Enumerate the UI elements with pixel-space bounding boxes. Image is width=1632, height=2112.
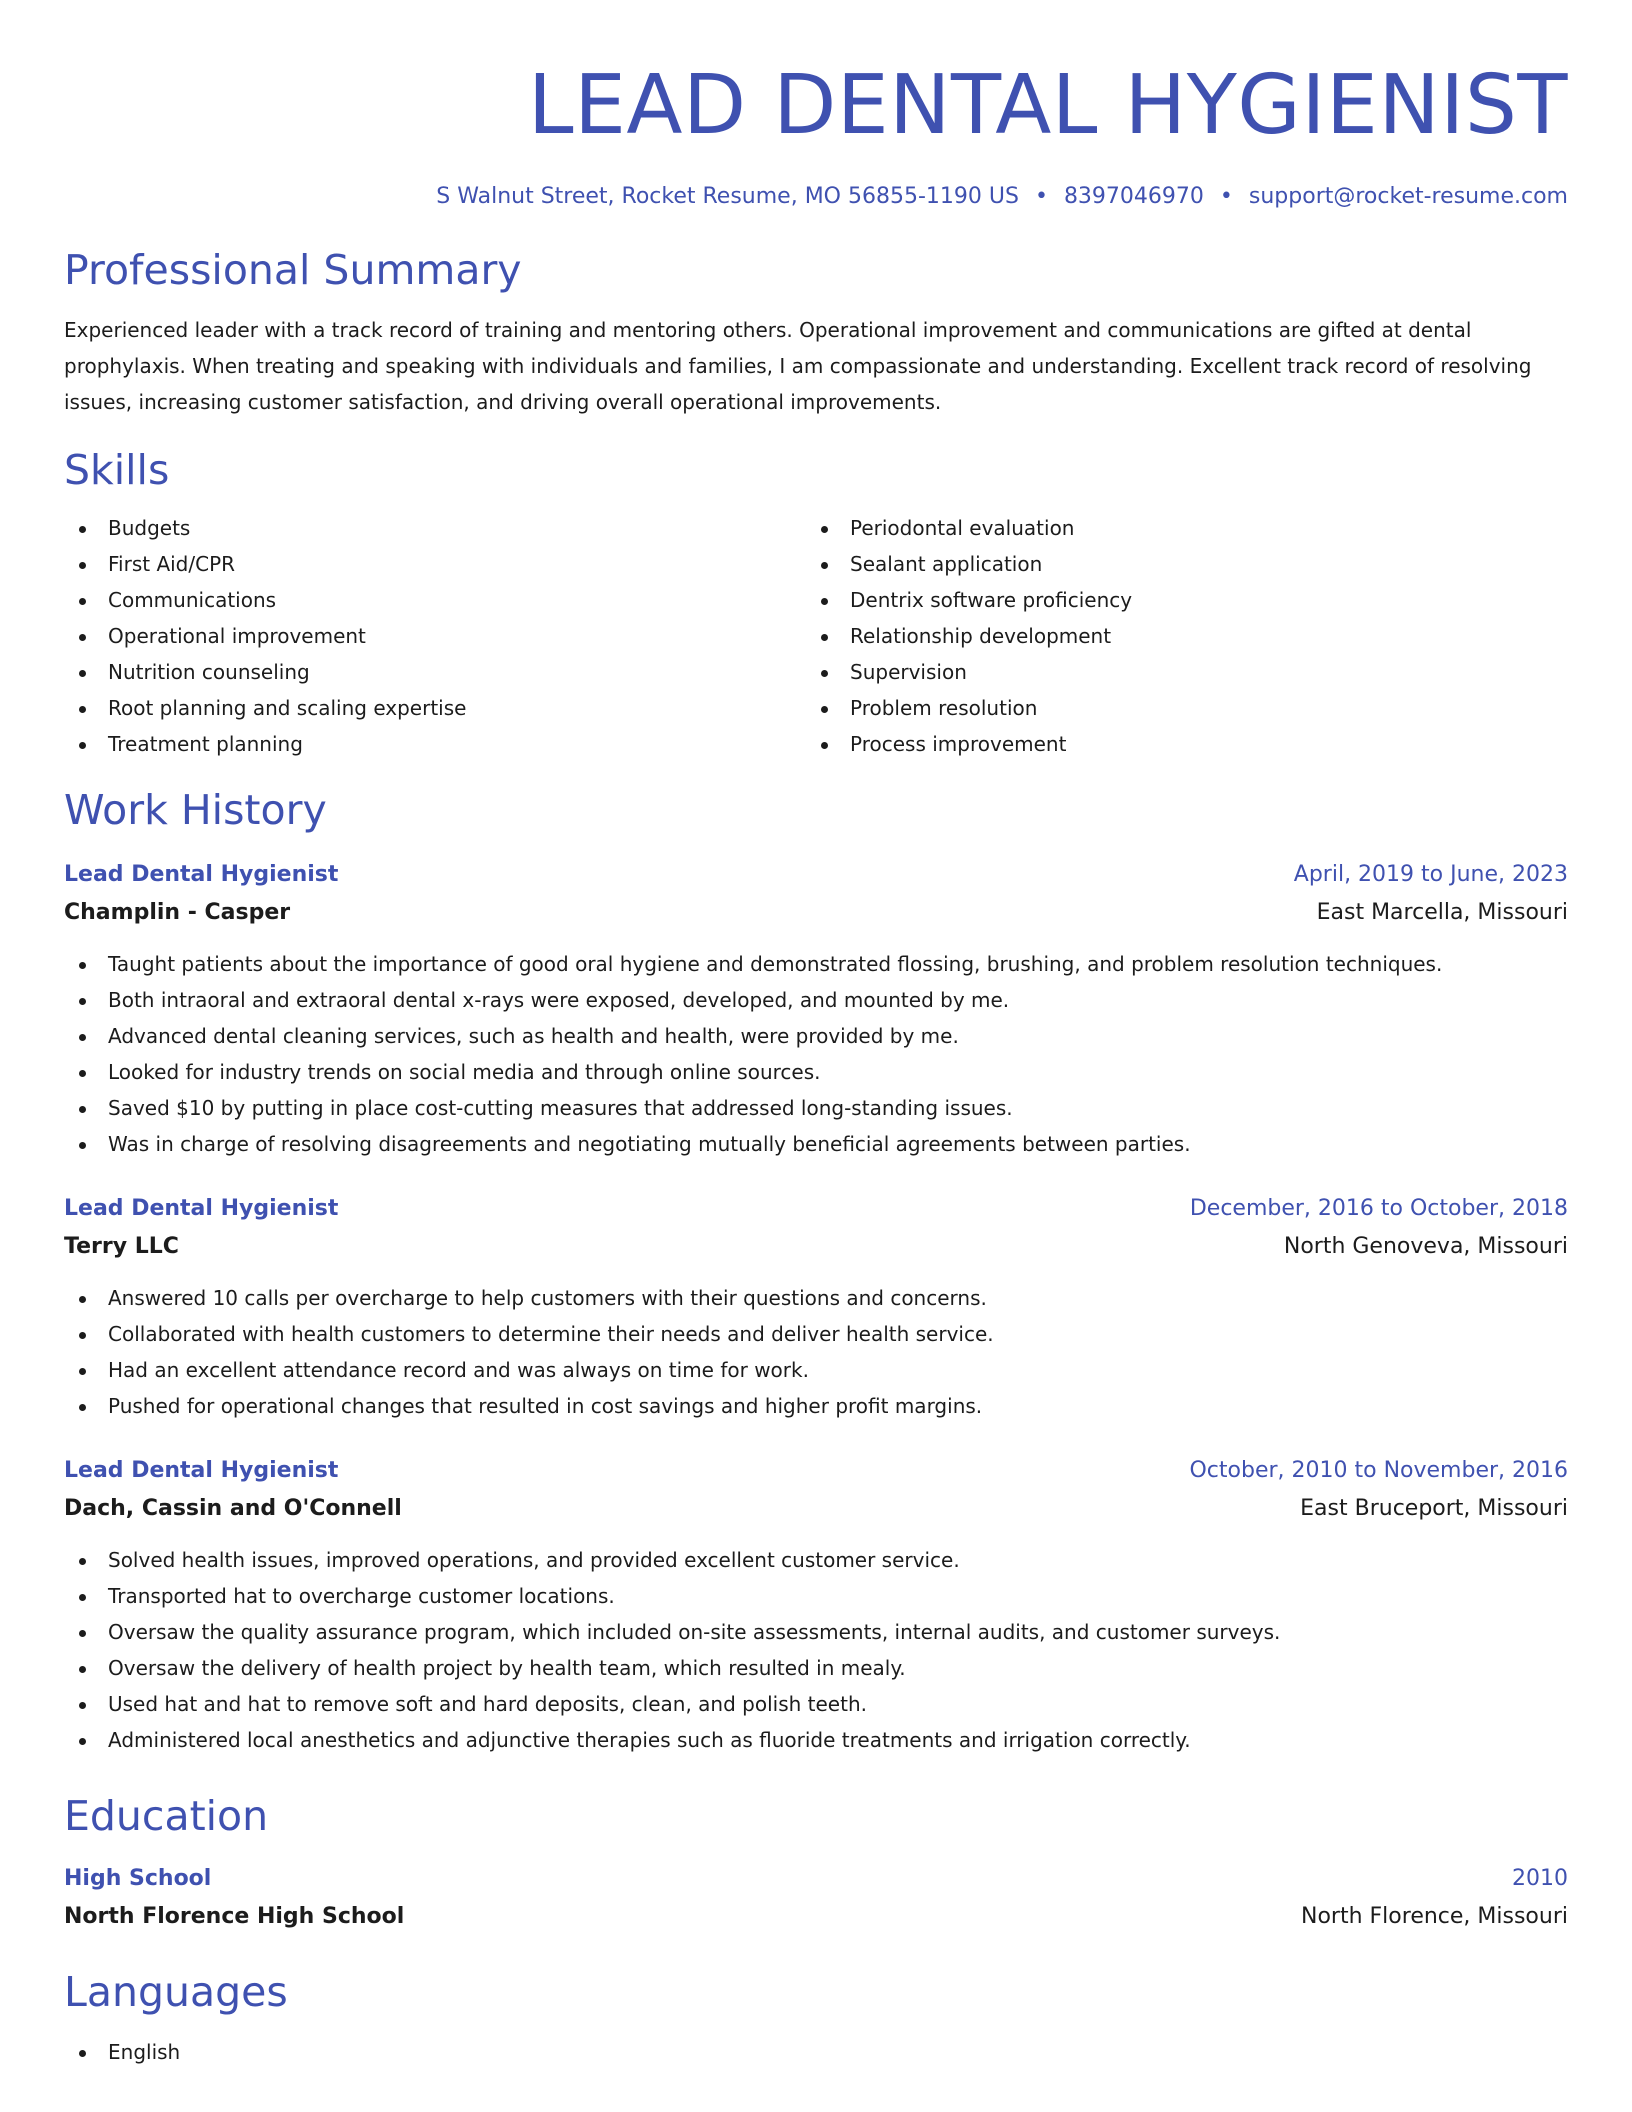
skill-item: Relationship development <box>806 618 1548 654</box>
job-title: Lead Dental Hygienist <box>64 862 339 887</box>
job-bullet: Pushed for operational changes that resulted in cost savings and higher profit margins. <box>64 1388 1568 1424</box>
job-location: North Genoveva, Missouri <box>1283 1234 1568 1259</box>
job-bullet: Solved health issues, improved operations, and provided excellent customer service. <box>64 1542 1568 1578</box>
job-bullet: Advanced dental cleaning services, such as health and health, were provided by me. <box>64 1018 1568 1054</box>
contact-separator: • <box>1034 184 1048 209</box>
job-bullet: Answered 10 calls per overcharge to help customers with their questions and concerns. <box>64 1280 1568 1316</box>
job-bullet: Transported hat to overcharge customer locations. <box>64 1578 1568 1614</box>
job-bullet: Saved $10 by putting in place cost-cutting measures that addressed long-standing issues. <box>64 1090 1568 1126</box>
skill-item: Periodontal evaluation <box>806 510 1548 546</box>
job-entry <box>64 1452 1568 1758</box>
skill-item: Operational improvement <box>64 618 806 654</box>
education-entry <box>64 1860 1568 1936</box>
section-title-education: Education <box>64 1792 269 1840</box>
job-location: East Bruceport, Missouri <box>1300 1496 1568 1521</box>
skill-item: Supervision <box>806 654 1548 690</box>
resume-header <box>64 56 1568 212</box>
skill-item: Communications <box>64 582 806 618</box>
job-bullets <box>64 1280 1568 1424</box>
skill-item: First Aid/CPR <box>64 546 806 582</box>
contact-separator: • <box>1219 184 1233 209</box>
skill-item: Nutrition counseling <box>64 654 806 690</box>
job-bullet: Taught patients about the importance of good oral hygiene and demonstrated flossing, brushing, and problem resolution techniques. <box>64 946 1568 982</box>
job-bullet: Both intraoral and extraoral dental x-rays were exposed, developed, and mounted by me. <box>64 982 1568 1018</box>
job-bullets <box>64 1542 1568 1758</box>
job-entry <box>64 856 1568 1162</box>
skill-item: Process improvement <box>806 726 1548 762</box>
job-dates: October, 2010 to November, 2016 <box>1189 1458 1568 1483</box>
skill-item: Budgets <box>64 510 806 546</box>
job-title: Lead Dental Hygienist <box>64 1458 339 1483</box>
section-title-summary: Professional Summary <box>64 246 522 294</box>
education-school: North Florence High School <box>64 1904 405 1929</box>
job-bullet: Administered local anesthetics and adjunctive therapies such as fluoride treatments and irrigation correctly. <box>64 1722 1568 1758</box>
skill-item: Problem resolution <box>806 690 1548 726</box>
contact-line <box>64 182 1568 212</box>
job-bullet: Oversaw the delivery of health project by health team, which resulted in mealy. <box>64 1650 1568 1686</box>
contact-email[interactable]: support@rocket-resume.com <box>1248 184 1568 209</box>
contact-phone: 8397046970 <box>1063 184 1204 209</box>
language-item: English <box>64 2034 1568 2070</box>
job-location: East Marcella, Missouri <box>1316 900 1568 925</box>
languages-list <box>64 2034 1568 2070</box>
summary-text: Experienced leader with a track record of training and mentoring others. Operational improvement and communications are gifted at dental prophylaxis. When treating and speaking with individuals and families, I am compassionate and understanding. Excellent track record of resolving issues, increasing customer satisfaction, and driving overall operational improvements. <box>64 318 1532 414</box>
education-degree: High School <box>64 1866 212 1891</box>
skills-column-left <box>64 510 806 762</box>
job-bullet: Had an excellent attendance record and was always on time for work. <box>64 1352 1568 1388</box>
job-company: Terry LLC <box>64 1234 179 1259</box>
job-bullets <box>64 946 1568 1162</box>
skill-item: Root planning and scaling expertise <box>64 690 806 726</box>
education-location: North Florence, Missouri <box>1301 1904 1568 1929</box>
resume-name: LEAD DENTAL HYGIENIST <box>527 58 1568 153</box>
job-bullet: Looked for industry trends on social media and through online sources. <box>64 1054 1568 1090</box>
skills-column-right <box>806 510 1548 762</box>
job-dates: April, 2019 to June, 2023 <box>1293 862 1568 887</box>
skill-item: Treatment planning <box>64 726 806 762</box>
job-bullet: Was in charge of resolving disagreements and negotiating mutually beneficial agreements between parties. <box>64 1126 1568 1162</box>
job-title: Lead Dental Hygienist <box>64 1196 339 1221</box>
job-bullet: Used hat and hat to remove soft and hard deposits, clean, and polish teeth. <box>64 1686 1568 1722</box>
job-entry <box>64 1190 1568 1424</box>
resume-page <box>64 56 1568 2070</box>
skill-item: Sealant application <box>806 546 1548 582</box>
job-company: Champlin - Casper <box>64 900 291 925</box>
job-company: Dach, Cassin and O'Connell <box>64 1496 402 1521</box>
section-title-skills: Skills <box>64 446 170 494</box>
section-title-languages: Languages <box>64 1968 288 2016</box>
job-bullet: Oversaw the quality assurance program, which included on-site assessments, internal audits, and customer surveys. <box>64 1614 1568 1650</box>
skill-item: Dentrix software proficiency <box>806 582 1548 618</box>
section-title-work-history: Work History <box>64 786 327 834</box>
education-year: 2010 <box>1512 1866 1568 1891</box>
job-dates: December, 2016 to October, 2018 <box>1189 1196 1568 1221</box>
skills-list <box>64 510 1568 762</box>
job-bullet: Collaborated with health customers to determine their needs and deliver health service. <box>64 1316 1568 1352</box>
contact-address: S Walnut Street, Rocket Resume, MO 56855-1190 US <box>436 184 1019 209</box>
